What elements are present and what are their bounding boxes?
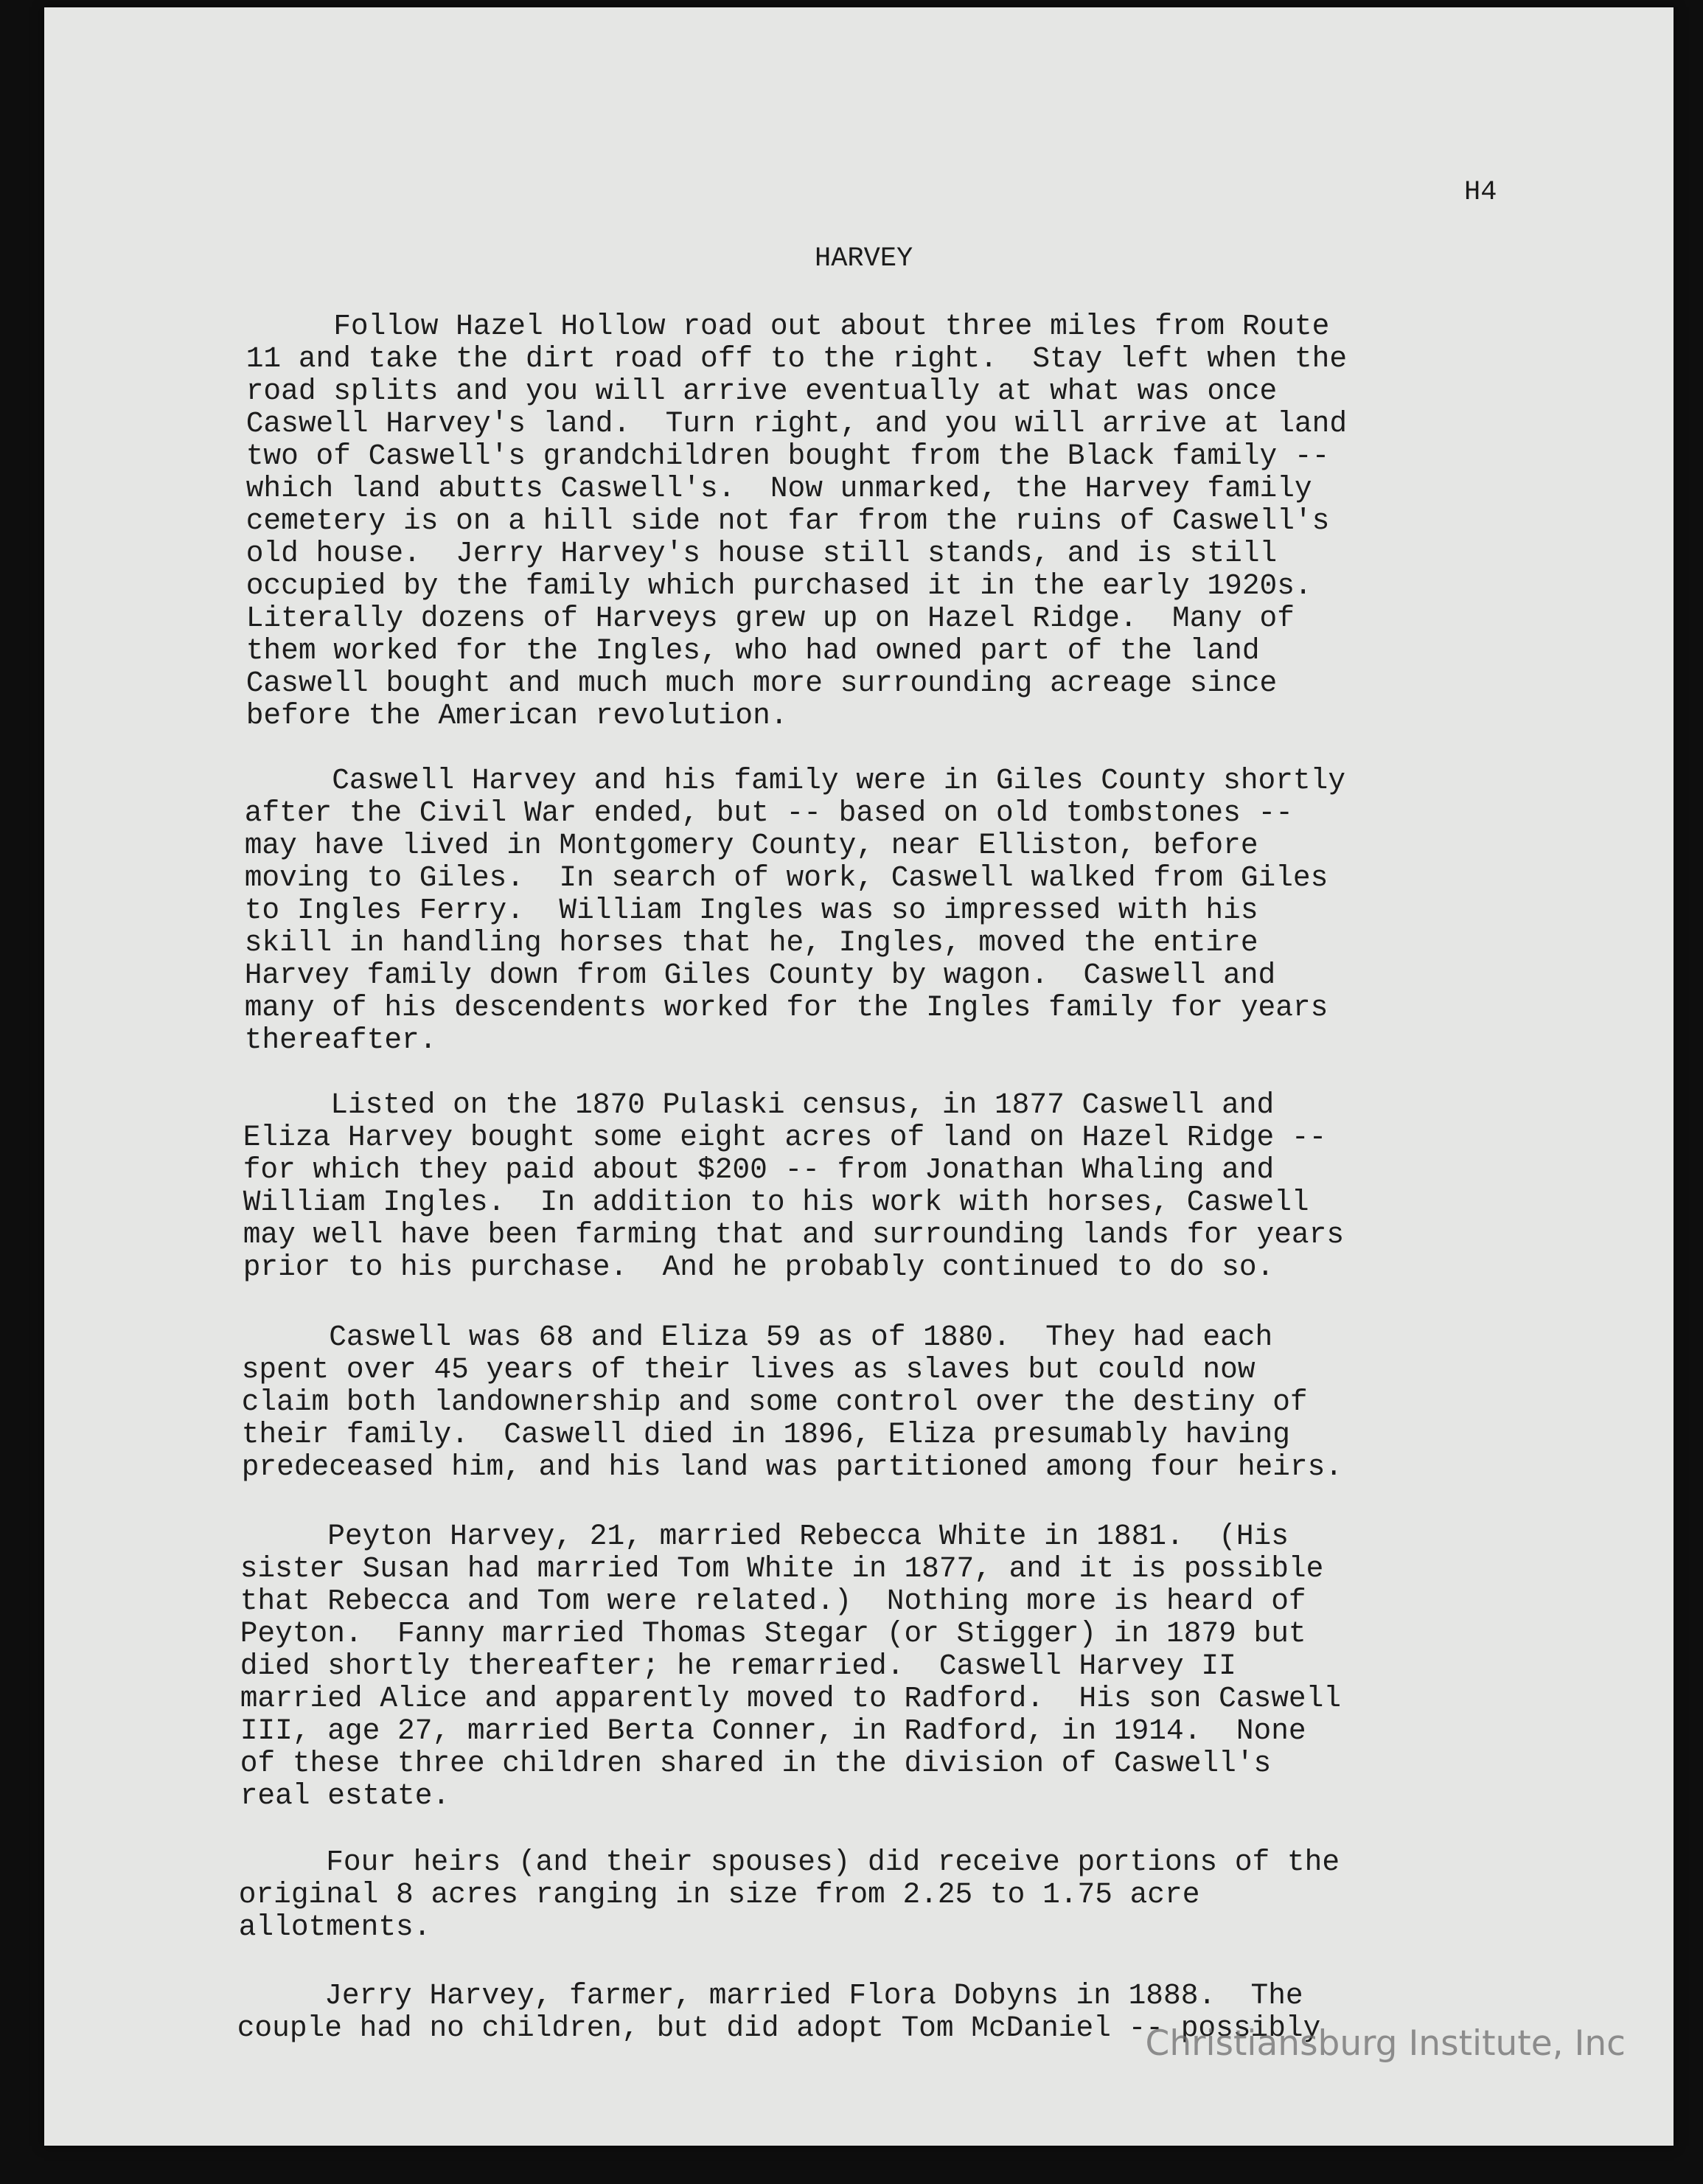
paragraph-2: Caswell Harvey and his family were in Giles County shortly after the Civil War ended, but -- based on old tombstones -- may have lived in Montgomery County, near Elliston, before moving to Giles. In search of work, Caswell walked from Giles to Ingles Ferry. William Ingles was so impressed with his skill in handling horses that he, Ingles, moved the entire Harvey family down from Giles County by wagon. Caswell and many of his descendents worked for the Ingles family for years thereafter.	[244, 764, 1346, 1057]
page-title: HARVEY	[815, 243, 913, 274]
paragraph-1: Follow Hazel Hollow road out about three miles from Route 11 and take the dirt road off to the right. Stay left when the road splits and you will arrive eventually at what was once Caswell Harvey's land. Turn right, and you will arrive at land two of Caswell's grandchildren bought from the Black family -- which land abutts Caswell's. Now unmarked, the Harvey family cemetery is on a hill side not far from the ruins of Caswell's old house. Jerry Harvey's house still stands, and is still occupied by the family which purchased it in the early 1920s. Literally dozens of Harveys grew up on Hazel Ridge. Many of them worked for the Ingles, who had owned part of the land Caswell bought and much much more surrounding acreage since before the American revolution.	[245, 310, 1348, 732]
page-number: H4	[1464, 177, 1497, 208]
document-page	[44, 7, 1674, 2146]
paragraph-7: Jerry Harvey, farmer, married Flora Dobyns in 1888. The couple had no children, but did adopt Tom McDaniel -- possibly	[237, 1979, 1321, 2045]
paragraph-3: Listed on the 1870 Pulaski census, in 1877 Caswell and Eliza Harvey bought some eight acres of land on Hazel Ridge -- for which they paid about $200 -- from Jonathan Whaling and William Ingles. In addition to his work with horses, Caswell may well have been farming that and surrounding lands for years prior to his purchase. And he probably continued to do so.	[243, 1088, 1345, 1284]
paragraph-4: Caswell was 68 and Eliza 59 as of 1880. They had each spent over 45 years of their lives as slaves but could now claim both landownership and some control over the destiny of their family. Caswell died in 1896, Eliza presumably having predeceased him, and his land was partitioned among four heirs.	[241, 1321, 1343, 1484]
paragraph-5: Peyton Harvey, 21, married Rebecca White in 1881. (His sister Susan had married Tom White in 1877, and it is possible that Rebecca and Tom were related.) Nothing more is heard of Peyton. Fanny married Thomas Stegar (or Stigger) in 1879 but died shortly thereafter; he remarried. Caswell Harvey II married Alice and apparently moved to Radford. His son Caswell III, age 27, married Berta Conner, in Radford, in 1914. None of these three children shared in the division of Caswell's real estate.	[240, 1520, 1342, 1812]
watermark: Christiansburg Institute, Inc	[1145, 2023, 1626, 2064]
paragraph-6: Four heirs (and their spouses) did receive portions of the original 8 acres ranging in size from 2.25 to 1.75 acre allotments.	[238, 1846, 1340, 1944]
